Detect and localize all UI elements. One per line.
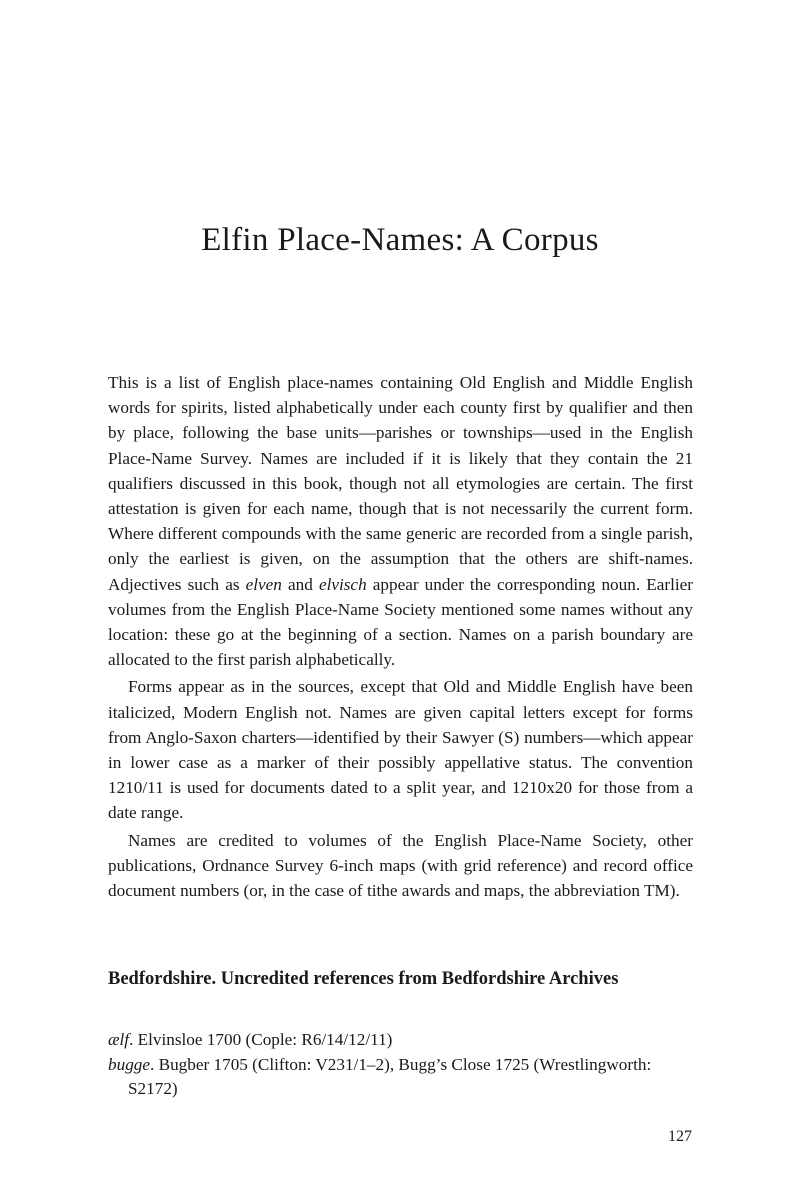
entry-qualifier: ælf	[108, 1030, 130, 1049]
entry-list	[108, 1028, 693, 1102]
term-elven: elven	[245, 574, 282, 594]
intro-text	[108, 370, 693, 903]
list-item	[108, 1053, 693, 1102]
entry-text: . Bugber 1705 (Clifton: V231/1–2), Bugg’s Close 1725 (Wrestlingworth: S2172)	[128, 1054, 652, 1098]
list-item	[108, 1028, 693, 1053]
section-heading: Bedfordshire. Uncredited references from Bedfordshire Archives	[108, 969, 619, 989]
page-number: 127	[668, 1128, 692, 1145]
paragraph-1-part-c: appear under the corresponding noun. Earlier volumes from the English Place-Name Society mentioned some names without any location: these go at the beginning of a section. Names on a parish boundary are allocated to the first parish alphabetically.	[108, 574, 693, 670]
paragraph-3: Names are credited to volumes of the English Place-Name Society, other publications, Ordnance Survey 6-inch maps (with grid reference) and record office document numbers (or, in the case of tithe awards and maps, the abbreviation TM).	[108, 830, 693, 901]
term-elvisch: elvisch	[318, 574, 367, 594]
paragraph-1-part-a: This is a list of English place-names containing Old English and Middle English words for spirits, listed alphabetically under each county first by qualifier and then by place, following the base units—parishes or townships—used in the English Place-Name Survey. Names are included if it is likely that they contain the 21 qualifiers discussed in this book, though not all etymologies are certain. The first attestation is given for each name, though that is not necessarily the current form. Where different compounds with the same generic are recorded from a single parish, only the earliest is given, on the assumption that the others are shift-names. Adjectives such as	[108, 373, 693, 594]
chapter-title: Elfin Place-Names: A Corpus	[201, 222, 599, 258]
paragraph-2: Forms appear as in the sources, except that Old and Middle English have been italicized, Modern English not. Names are given capital letters except for forms from Anglo-Saxon charters—identified by their Sawyer (S) numbers—which appear in lower case as a marker of their possibly appellative status. The convention 1210/11 is used for documents dated to a split year, and 1210x20 for those from a date range.	[108, 677, 693, 823]
entry-text: . Elvinsloe 1700 (Cople: R6/14/12/11)	[129, 1030, 393, 1049]
entry-qualifier: bugge	[108, 1054, 151, 1074]
paragraph-1	[108, 370, 693, 672]
paragraph-1-part-b: and	[281, 574, 319, 594]
